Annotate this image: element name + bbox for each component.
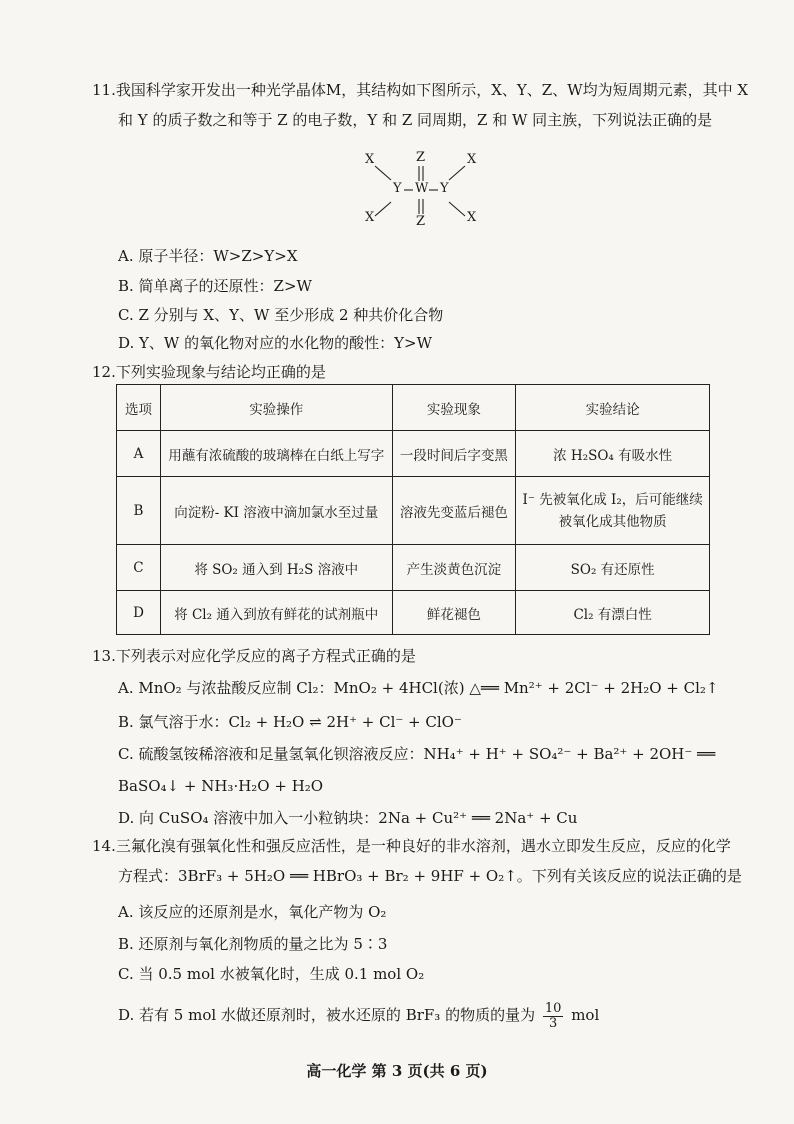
row-b-conclusion <box>516 477 710 545</box>
table-row <box>117 477 710 545</box>
table-row <box>117 431 710 477</box>
row-c-operation: 将 SO₂ 通入到 H₂S 溶液中 <box>160 545 392 591</box>
q14-option-d-unit: mol <box>571 1006 600 1024</box>
q14-option-b: B. 还原剂与氧化剂物质的量之比为 5∶3 <box>118 935 388 953</box>
row-a-phenomenon: 一段时间后字变黑 <box>392 431 516 477</box>
header-operation: 实验操作 <box>160 385 392 431</box>
q13-stem: 13.下列表示对应化学反应的离子方程式正确的是 <box>92 647 416 665</box>
row-d-conclusion: Cl₂ 有漂白性 <box>516 591 710 635</box>
fraction <box>543 1002 564 1031</box>
atom-x-bottomleft: X <box>365 210 375 225</box>
page-footer: 高一化学 第 3 页(共 6 页) <box>306 1062 488 1080</box>
row-c-phenomenon: 产生淡黄色沉淀 <box>392 545 516 591</box>
row-c-conclusion: SO₂ 有还原性 <box>516 545 710 591</box>
q14-option-a: A. 该反应的还原剂是水，氧化产物为 O₂ <box>118 903 387 921</box>
q14-stem-line1: 14.三氟化溴有强氧化性和强反应活性，是一种良好的非水溶剂，遇水立即发生反应，反应的化学 <box>92 837 731 855</box>
fraction-denominator: 3 <box>549 1015 558 1031</box>
q13-option-c-line2: BaSO₄↓ + NH₃·H₂O + H₂O <box>118 777 324 795</box>
q13-option-a: A. MnO₂ 与浓盐酸反应制 Cl₂：MnO₂ + 4HCl(浓) △══ Mn²⁺ + 2Cl⁻ + 2H₂O + Cl₂↑ <box>118 679 719 697</box>
table-row <box>117 591 710 635</box>
row-a-option: A <box>117 431 161 477</box>
header-conclusion: 实验结论 <box>516 385 710 431</box>
row-c-option: C <box>117 545 161 591</box>
q12-experiment-table <box>116 384 710 635</box>
header-phenomenon: 实验现象 <box>392 385 516 431</box>
q11-option-d: D. Y、W 的氧化物对应的水化物的酸性：Y>W <box>118 334 433 352</box>
table-row <box>117 545 710 591</box>
q14-stem-line2: 方程式：3BrF₃ + 5H₂O ══ HBrO₃ + Br₂ + 9HF + O₂↑。下列有关该反应的说法正确的是 <box>118 867 742 885</box>
atom-x-topleft: X <box>365 152 375 167</box>
q14-option-c: C. 当 0.5 mol 水被氧化时，生成 0.1 mol O₂ <box>118 965 425 983</box>
atom-x-topright: X <box>467 152 477 167</box>
row-b-phenomenon: 溶液先变蓝后褪色 <box>392 477 516 545</box>
q11-option-c: C. Z 分别与 X、Y、W 至少形成 2 种共价化合物 <box>118 306 444 324</box>
header-option: 选项 <box>117 385 161 431</box>
atom-z-bottom: Z <box>416 214 426 229</box>
q11-stem-line2: 和 Y 的质子数之和等于 Z 的电子数，Y 和 Z 同周期，Z 和 W 同主族，下列说法正确的是 <box>118 111 713 129</box>
row-b-operation: 向淀粉- KI 溶液中滴加氯水至过量 <box>160 477 392 545</box>
atom-y-left: Y <box>393 181 402 196</box>
q11-option-a: A. 原子半径：W>Z>Y>X <box>118 247 298 265</box>
row-b-conclusion-line1: I⁻ 先被氧化成 I₂，后可能继续 <box>522 491 703 508</box>
row-d-option: D <box>117 591 161 635</box>
q11-option-b: B. 简单离子的还原性：Z>W <box>118 277 312 295</box>
q14-option-d-text: D. 若有 5 mol 水做还原剂时，被水还原的 BrF₃ 的物质的量为 <box>118 1006 536 1024</box>
q14-option-d <box>118 1000 599 1031</box>
row-a-operation: 用蘸有浓硫酸的玻璃棒在白纸上写字 <box>160 431 392 477</box>
q13-option-d: D. 向 CuSO₄ 溶液中加入一小粒钠块：2Na + Cu²⁺ ══ 2Na⁺ + Cu <box>118 809 578 827</box>
q13-option-c-line1: C. 硫酸氢铵稀溶液和足量氢氧化钡溶液反应：NH₄⁺ + H⁺ + SO₄²⁻ + Ba²⁺ + 2OH⁻ ══ <box>118 745 716 763</box>
row-a-conclusion: 浓 H₂SO₄ 有吸水性 <box>516 431 710 477</box>
table-header-row <box>117 385 710 431</box>
fraction-numerator: 10 <box>544 1000 562 1016</box>
row-d-phenomenon: 鲜花褪色 <box>392 591 516 635</box>
row-b-option: B <box>117 477 161 545</box>
atom-x-bottomright: X <box>467 210 477 225</box>
atom-w-center: W <box>415 181 429 196</box>
q13-option-b: B. 氯气溶于水：Cl₂ + H₂O ⇌ 2H⁺ + Cl⁻ + ClO⁻ <box>118 713 462 731</box>
q12-stem: 12.下列实验现象与结论均正确的是 <box>92 363 326 381</box>
q11-stem-line1: 11.我国科学家开发出一种光学晶体M，其结构如下图所示，X、Y、Z、W均为短周期元素，其中 X <box>92 81 749 99</box>
atom-y-right: Y <box>440 181 449 196</box>
row-d-operation: 将 Cl₂ 通入到放有鲜花的试剂瓶中 <box>160 591 392 635</box>
atom-z-top: Z <box>416 150 426 165</box>
row-b-conclusion-line2: 被氧化成其他物质 <box>558 513 667 530</box>
q11-structure-diagram <box>355 150 495 232</box>
